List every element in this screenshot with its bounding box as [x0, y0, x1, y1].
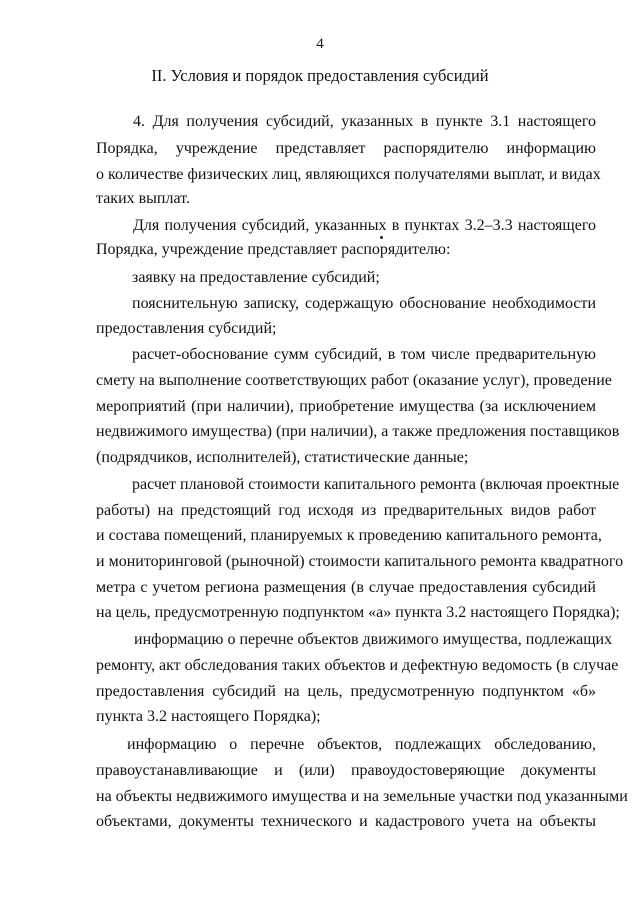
- text-line: (подрядчиков, исполнителей), статистические данные;: [96, 449, 469, 466]
- text-line: метра с учетом региона размещения (в случае предоставления субсидий: [96, 579, 596, 596]
- text-line: пункта 3.2 настоящего Порядка);: [96, 708, 321, 725]
- text-line: на цель, предусмотренную подпунктом «а» пункта 3.2 настоящего Порядка);: [96, 604, 620, 621]
- text-line: 4. Для получения субсидий, указанных в пункте 3.1 настоящего: [133, 113, 596, 130]
- text-line: предоставления субсидий;: [96, 320, 277, 337]
- scan-dot: [380, 236, 383, 239]
- text-line: Порядка, учреждение представляет распорядителю информацию: [96, 140, 596, 157]
- text-line: информацию о перечне объектов движимого имущества, подлежащих: [134, 631, 613, 648]
- section-heading: II. Условия и порядок предоставления субсидий: [151, 66, 489, 85]
- text-line: и состава помещений, планируемых к проведению капитального ремонта,: [96, 527, 602, 544]
- text-line: пояснительную записку, содержащую обоснование необходимости: [132, 295, 596, 312]
- text-line: таких выплат.: [96, 190, 190, 207]
- text-line: информацию о перечне объектов, подлежащих обследованию,: [127, 736, 596, 753]
- text-line: работы) на предстоящий год исходя из предварительных видов работ: [96, 502, 596, 519]
- text-line: расчет-обоснование сумм субсидий, в том числе предварительную: [132, 346, 596, 363]
- text-line: правоустанавливающие и (или) правоудостоверяющие документы: [96, 762, 596, 779]
- text-line: на объекты недвижимого имущества и на земельные участки под указанными: [96, 788, 628, 805]
- text-line: заявку на предоставление субсидий;: [132, 269, 380, 286]
- text-line: объектами, документы технического и кадастрового учета на объекты: [96, 813, 596, 830]
- text-line: о количестве физических лиц, являющихся получателями выплат, и видах: [96, 166, 601, 183]
- text-line: Для получения субсидий, указанных в пунктах 3.2–3.3 настоящего: [133, 217, 596, 234]
- page-number: 4: [316, 36, 324, 52]
- text-line: Порядка, учреждение представляет распорядителю:: [96, 241, 451, 258]
- text-line: мероприятий (при наличии), приобретение имущества (за исключением: [96, 398, 596, 415]
- text-line: ремонту, акт обследования таких объектов и дефектную ведомость (в случае: [96, 657, 619, 674]
- text-line: предоставления субсидий на цель, предусмотренную подпунктом «б»: [96, 683, 596, 700]
- text-line: недвижимого имущества) (при наличии), а также предложения поставщиков: [96, 423, 620, 440]
- text-line: смету на выполнение соответствующих работ (оказание услуг), проведение: [96, 372, 612, 389]
- text-line: расчет плановой стоимости капитального ремонта (включая проектные: [132, 476, 620, 493]
- text-line: и мониторинговой (рыночной) стоимости капитального ремонта квадратного: [96, 553, 624, 570]
